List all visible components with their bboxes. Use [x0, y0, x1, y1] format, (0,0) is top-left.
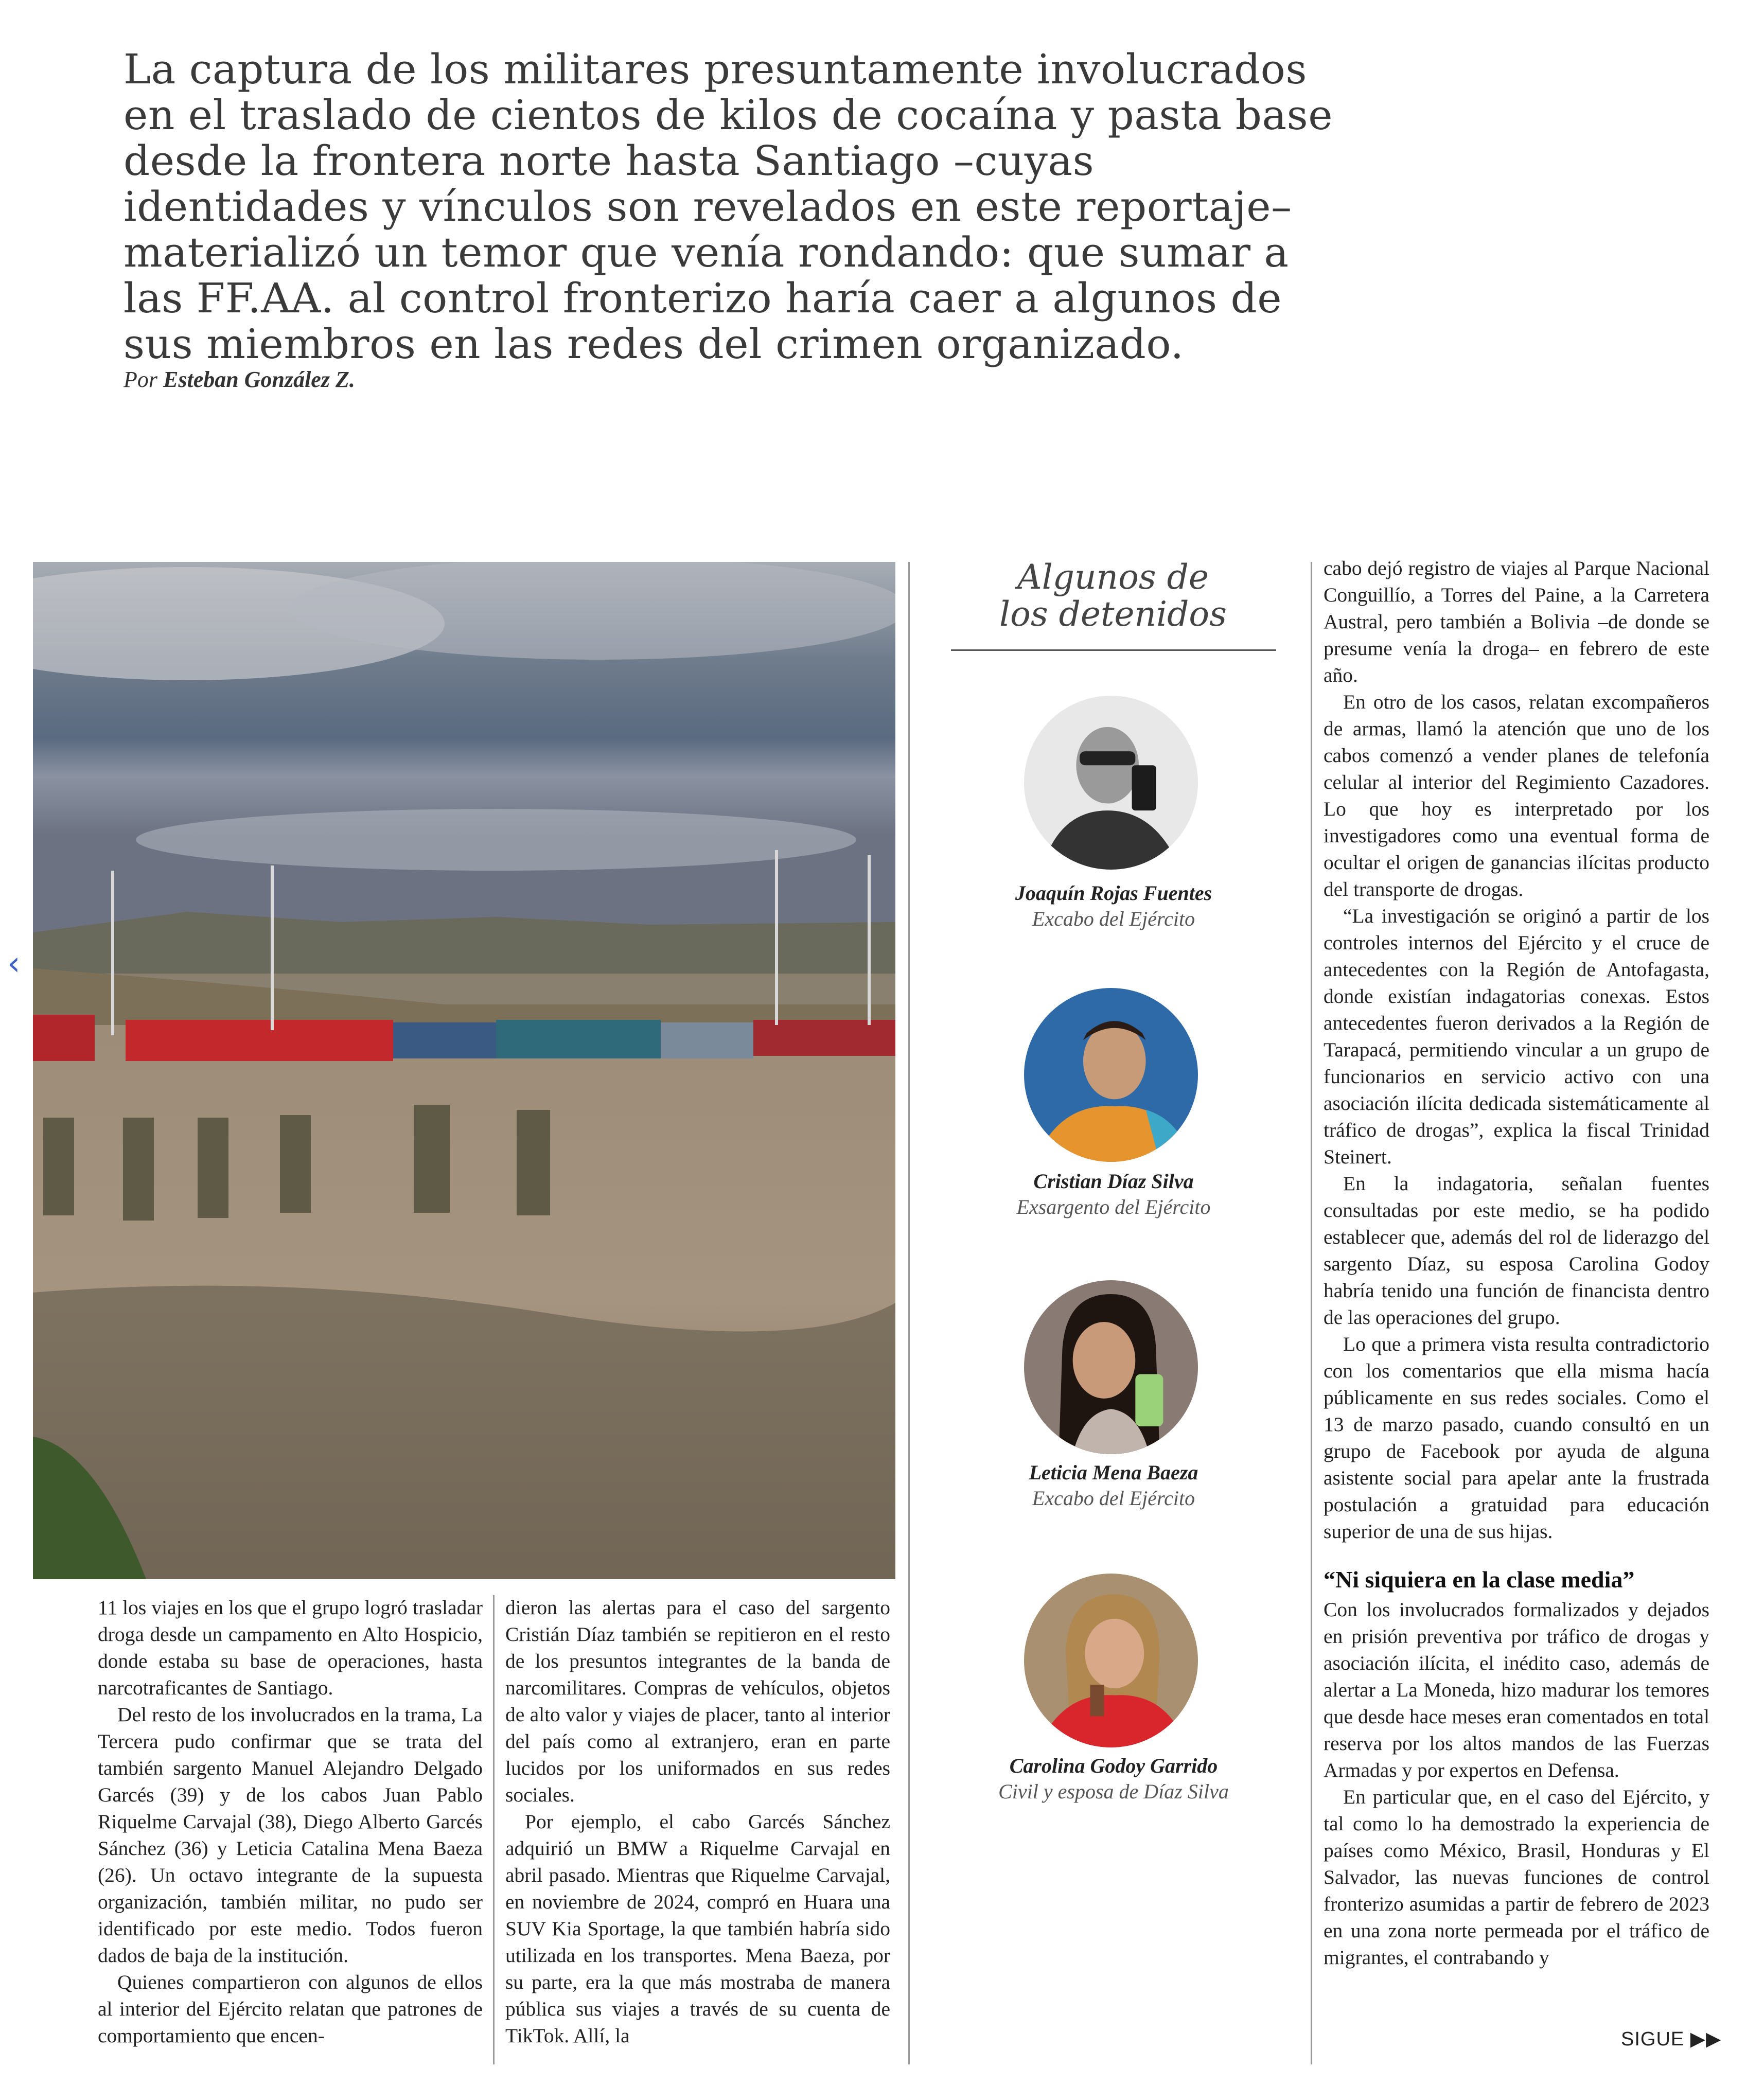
paragraph: En particular que, en el caso del Ejército, y tal como lo ha demostrado la experiencia de países como México, Brasil, Honduras y El Salvador, las nuevas funciones de control fronterizo asumidas a partir de febrero de 2023 en una zona norte permeada por el tráfico de migrantes, el contrabando y: [1324, 1786, 1709, 1969]
portrait-carolina-godoy: [1024, 1574, 1198, 1747]
photo-illustration: [33, 562, 895, 1579]
sidebar-title-line2: los detenidos: [999, 594, 1227, 634]
person-role: Exsargento del Ejército: [1016, 1195, 1211, 1218]
column-rule-3: [493, 1595, 495, 2064]
sidebar-title: [951, 559, 1275, 633]
sidebar-title-line1: Algunos de: [1017, 557, 1209, 597]
paragraph: Con los involucrados formalizados y dejados en prisión preventiva por tráfico de drogas y asociación ilícita, el inédito caso, además de alertar a La Moneda, hizo madurar los temores que desde hace meses eran comentados en total reserva por los altos mandos de las Fuerzas Armadas y por expertos en Defensa.: [1324, 1598, 1709, 1781]
person-role: Civil y esposa de Díaz Silva: [998, 1780, 1229, 1803]
paragraph: “La investigación se originó a partir de los controles internos del Ejército y el cruce de antecedentes con la Región de Antofagasta, donde existían indagatorias conexas. Estos antecedentes fueron derivados a la Región de Tarapacá, permitiendo vincular a un grupo de funcionarios en servicio activo con una asociación ilícita dedicada sistemáticamente al tráfico de drogas”, explica la fiscal Trinidad Steinert.: [1324, 905, 1709, 1168]
paragraph: 11 los viajes en los que el grupo logró trasladar droga desde un campamento en Alto Hospicio, donde estaba su base de operaciones, hasta narcotraficantes de Santiago.: [98, 1596, 483, 1699]
article-lede: La captura de los militares presuntamente involucrados en el traslado de cientos de kilos de cocaína y pasta base desde la frontera norte hasta Santiago –cuyas identidades y vínculos son revelados en este reportaje– materializó un temor que venía rondando: que sumar a las FF.AA. al control fronterizo haría caer a algunos de sus miembros en las redes del crimen organizado.: [124, 45, 1333, 368]
prev-page-chevron-left-icon[interactable]: ‹: [7, 945, 21, 983]
person-role: Excabo del Ejército: [1032, 1487, 1195, 1510]
paragraph: Quienes compartieron con algunos de ellos al interior del Ejército relatan que patrones de comportamiento que encen-: [98, 1971, 483, 2047]
portrait-joaquin-rojas: [1024, 696, 1198, 870]
paragraph: Por ejemplo, el cabo Garcés Sánchez adquirió un BMW a Riquelme Carvajal en abril pasado. Mientras que Riquelme Carvajal, en noviembre de 2024, compró en Huara una SUV Kia Sportage, la que también habría sido utilizada en los transportes. Mena Baeza, por su parte, era la que más mostraba de manera pública sus viajes a través de su cuenta de TikTok. Allí, la: [505, 1810, 890, 2047]
person-role: Excabo del Ejército: [1032, 907, 1195, 930]
portrait-image: [1024, 1574, 1198, 1747]
portrait-leticia-mena: [1024, 1280, 1198, 1454]
person-name: Carolina Godoy Garrido: [1009, 1754, 1218, 1777]
byline: [124, 366, 355, 393]
body-column-1: [98, 1594, 483, 2049]
person-name: Joaquín Rojas Fuentes: [1015, 881, 1212, 905]
body-column-2: [505, 1594, 890, 2049]
column-rule-1: [908, 562, 910, 2064]
border-soldiers-photo: [33, 562, 895, 1579]
section-subhead: “Ni siquiera en la clase media”: [1324, 1566, 1635, 1593]
portrait-image: [1024, 988, 1198, 1162]
person-name: Leticia Mena Baeza: [1029, 1461, 1198, 1484]
paragraph: dieron las alertas para el caso del sargento Cristián Díaz también se repitieron en el resto de los presuntos integrantes de la banda de narcomilitares. Compras de vehículos, objetos de alto valor y viajes de placer, tanto al interior del país como al extranjero, eran en parte lucidos por los uniformados en sus redes sociales.: [505, 1596, 890, 1806]
person-name: Cristian Díaz Silva: [1033, 1170, 1194, 1193]
portrait-image: [1024, 696, 1198, 870]
sidebar-title-rule: [951, 649, 1276, 651]
continue-link[interactable]: SIGUE ▶▶: [1621, 2028, 1722, 2050]
column-rule-2: [1311, 562, 1312, 2064]
byline-author: Esteban González Z.: [163, 367, 355, 392]
paragraph: cabo dejó registro de viajes al Parque Nacional Conguillío, a Torres del Paine, a la Carretera Austral, pero también a Bolivia –de donde se presume venía la droga– en febrero de este año.: [1324, 557, 1709, 686]
paragraph: Lo que a primera vista resulta contradictorio con los comentarios que ella misma hacía públicamente en sus redes sociales. Como el 13 de marzo pasado, cuando consultó en un grupo de Facebook por ayuda de alguna asistente social para apelar ante la frustrada postulación a gratuidad para educación superior de una de sus hijas.: [1324, 1333, 1709, 1543]
byline-prefix: Por: [124, 367, 157, 392]
portrait-image: [1024, 1280, 1198, 1454]
paragraph: En otro de los casos, relatan excompañeros de armas, llamó la atención que uno de los cabos comenzó a vender planes de telefonía celular al interior del Regimiento Cazadores. Lo que hoy es interpretado por los investigadores como una eventual forma de ocultar el origen de ganancias ilícitas producto del transporte de drogas.: [1324, 691, 1709, 900]
paragraph: Del resto de los involucrados en la trama, La Tercera pudo confirmar que se trata del también sargento Manuel Alejandro Delgado Garcés (39) y de los cabos Juan Pablo Riquelme Carvajal (38), Diego Alberto Garcés Sánchez (36) y Leticia Catalina Mena Baeza (26). Un octavo integrante de la supuesta organización, también militar, no pudo ser identificado por este medio. Todos fueron dados de baja de la institución.: [98, 1703, 483, 1967]
body-column-3: [1324, 555, 1709, 1971]
portrait-cristian-diaz: [1024, 988, 1198, 1162]
paragraph: En la indagatoria, señalan fuentes consultadas por este medio, se ha podido establecer que, además del rol de liderazgo del sargento Díaz, su esposa Carolina Godoy habría tenido una función de financista dentro de las operaciones del grupo.: [1324, 1172, 1709, 1329]
